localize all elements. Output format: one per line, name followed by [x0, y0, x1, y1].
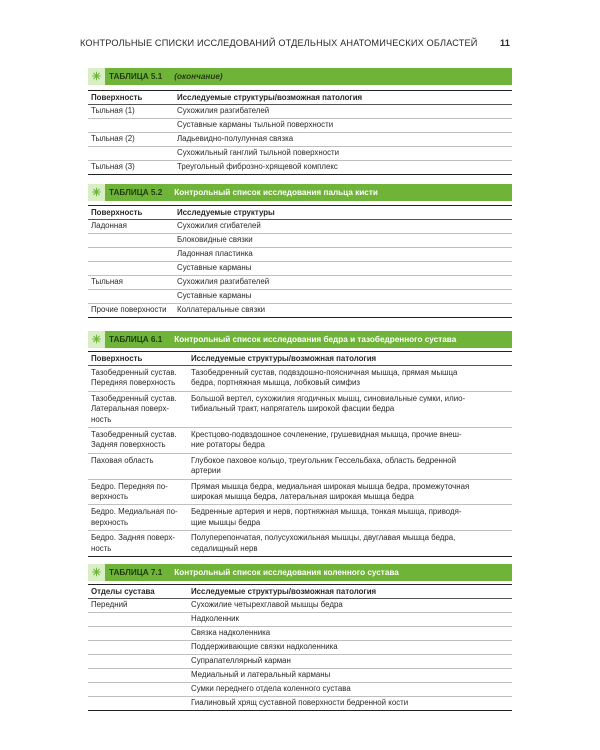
table-title-bar [88, 564, 512, 581]
cell: Сухожилие четырехглавой мышцы бедра [191, 600, 343, 610]
table-row [88, 366, 512, 392]
cell: Треугольный фиброзно-хрящевой комплекс [177, 162, 338, 172]
column-header: Поверхность [91, 208, 143, 217]
cell [191, 456, 512, 477]
cell: Ладьевидно-полулунная связка [177, 134, 294, 144]
table-number: ТАБЛИЦА 5.1 [109, 72, 163, 81]
table-row [88, 276, 512, 290]
cell: Сухожилия разгибателей [177, 277, 270, 287]
table-row [88, 392, 512, 428]
cell-line: ность [91, 414, 112, 424]
cell: Надколенник [191, 614, 240, 624]
cell: Сухожилия разгибателей [177, 106, 270, 116]
asterisk-icon: ✳ [88, 68, 105, 85]
cell-line: Тазобедренный сустав. [91, 368, 177, 377]
table-title-bar [88, 331, 512, 348]
cell-line: Латеральная поверх- [91, 404, 170, 414]
cell-line: Задняя поверхность [91, 440, 166, 450]
table-row [88, 480, 512, 506]
cell: Гиалиновый хрящ суставной поверхности бедренной кости [191, 698, 409, 708]
cell-line: Бедренные артерия и нерв, портняжная мышца, тонкая мышца, приводя- [191, 507, 462, 517]
table-title: (окончание) [174, 72, 223, 81]
page-number: 11 [499, 38, 510, 48]
table-row [88, 641, 512, 655]
cell: Прочие поверхности [91, 305, 167, 315]
table-header-row [88, 351, 512, 366]
cell [88, 507, 191, 528]
table-title-bar [88, 184, 512, 201]
cell-line: Паховая область [91, 455, 154, 465]
cell [88, 394, 191, 425]
column-header: Исследуемые структуры/возможная патология [191, 354, 377, 363]
running-header [80, 38, 510, 48]
cell-line: седалищный нерв [191, 543, 258, 553]
table-title: Контрольный список исследования пальца кисти [174, 188, 378, 197]
cell [191, 533, 512, 554]
table-row [88, 262, 512, 276]
cell-line: Бедро. Медиальная по- [91, 507, 178, 517]
table-row [88, 147, 512, 161]
column-header: Исследуемые структуры/возможная патология [191, 587, 377, 596]
cell [88, 482, 191, 503]
table-header-row [88, 90, 512, 105]
table-row [88, 119, 512, 133]
cell: Поддерживающие связки надколенника [191, 642, 338, 652]
table-row [88, 669, 512, 683]
cell-line: верхность [91, 517, 129, 527]
cell: Сухожилия сгибателей [177, 221, 261, 231]
table-row [88, 683, 512, 697]
table-row [88, 599, 512, 613]
table-row [88, 290, 512, 304]
cell: Связка надколенника [191, 628, 271, 638]
cell-line: Тазобедренный сустав. [91, 430, 177, 440]
cell-line: ность [91, 543, 112, 553]
running-title: КОНТРОЛЬНЫЕ СПИСКИ ИССЛЕДОВАНИЙ ОТДЕЛЬНЫХ АНАТОМИЧЕСКИХ ОБЛАСТЕЙ [80, 38, 478, 48]
cell-line: артерии [191, 466, 221, 476]
cell: Тыльная (2) [91, 134, 135, 144]
cell-line: верхность [91, 492, 129, 502]
cell-line: ние ротаторы бедра [191, 440, 265, 450]
cell-line: Тазобедренный сустав, подвздошно-поясничная мышца, прямая мышца [191, 368, 458, 377]
table-row [88, 613, 512, 627]
cell: Тыльная (3) [91, 162, 135, 172]
cell: Сухожильный ганглий тыльной поверхности [177, 148, 340, 158]
table-row [88, 697, 512, 711]
cell-line: щие мышцы бедра [191, 517, 261, 527]
table-row [88, 105, 512, 119]
table-number: ТАБЛИЦА 5.2 [109, 188, 163, 197]
cell [191, 394, 512, 415]
cell [191, 507, 512, 528]
table-row [88, 454, 512, 480]
cell-line: Полуперепончатая, полусухожильная мышцы, двуглавая мышца бедра, [191, 533, 456, 543]
cell [88, 456, 191, 466]
cell [191, 482, 512, 503]
cell-line: Бедро. Задняя поверх- [91, 533, 176, 543]
table-6-1 [88, 331, 512, 557]
table-title: Контрольный список исследования коленного сустава [174, 568, 399, 577]
cell [88, 430, 191, 451]
cell-line: бедра, портняжная мышца, лобковый симфиз [191, 378, 361, 388]
cell: Блоковидные связки [177, 235, 253, 245]
table-number: ТАБЛИЦА 7.1 [109, 568, 163, 577]
cell: Передний [91, 600, 128, 610]
cell: Ладонная [91, 221, 127, 231]
cell: Суставные карманы тыльной поверхности [177, 120, 334, 130]
table-row [88, 531, 512, 557]
table-row [88, 234, 512, 248]
cell-line: Передняя поверхность [91, 378, 176, 388]
cell: Тыльная [91, 277, 123, 287]
asterisk-icon: ✳ [88, 331, 105, 348]
cell: Коллатеральные связки [177, 305, 266, 315]
cell: Сумки переднего отдела коленного сустава [191, 684, 351, 694]
table-7-1 [88, 564, 512, 711]
cell: Медиальный и латеральный карманы [191, 670, 331, 680]
asterisk-icon: ✳ [88, 564, 105, 581]
cell-line: Глубокое паховое кольцо, треугольник Гессельбаха, область бедренной [191, 455, 456, 465]
cell-line: Тазобедренный сустав. [91, 393, 177, 403]
column-header: Исследуемые структуры/возможная патология [177, 93, 363, 102]
table-row [88, 248, 512, 262]
table-row [88, 655, 512, 669]
cell [88, 533, 191, 554]
table-row [88, 304, 512, 318]
cell [88, 368, 191, 389]
table-number: ТАБЛИЦА 6.1 [109, 335, 163, 344]
table-row [88, 133, 512, 147]
column-header: Отделы сустава [91, 587, 155, 596]
asterisk-icon: ✳ [88, 184, 105, 201]
table-title-bar [88, 68, 512, 85]
cell: Супрапателлярный карман [191, 656, 291, 666]
cell: Тыльная (1) [91, 106, 135, 116]
cell: Суставные карманы [177, 291, 252, 301]
column-header: Поверхность [91, 93, 143, 102]
table-row [88, 161, 512, 175]
cell-line: Большой вертел, сухожилия ягодичных мышц, синовиальные сумки, илио- [191, 393, 466, 403]
table-row [88, 220, 512, 234]
cell-line: Прямая мышца бедра, медиальная широкая мышца бедра, промежуточная [191, 481, 470, 491]
cell [191, 368, 512, 389]
cell: Ладонная пластинка [177, 249, 253, 259]
cell-line: Бедро. Передняя по- [91, 481, 168, 491]
column-header: Поверхность [91, 354, 143, 363]
column-header: Исследуемые структуры [177, 208, 275, 217]
table-5-2 [88, 184, 512, 318]
table-header-row [88, 205, 512, 220]
cell-line: Крестцово-подвздошное сочленение, грушевидная мышца, прочие внеш- [191, 430, 462, 440]
cell-line: тибиальный тракт, напрягатель широкой фасции бедра [191, 404, 395, 414]
table-row [88, 627, 512, 641]
table-header-row [88, 584, 512, 599]
cell-line: широкая мышца бедра, латеральная широкая мышца бедра [191, 492, 414, 502]
table-row [88, 428, 512, 454]
table-row [88, 505, 512, 531]
table-title: Контрольный список исследования бедра и тазобедренного сустава [174, 335, 457, 344]
cell [191, 430, 512, 451]
cell: Суставные карманы [177, 263, 252, 273]
table-5-1 [88, 68, 512, 175]
